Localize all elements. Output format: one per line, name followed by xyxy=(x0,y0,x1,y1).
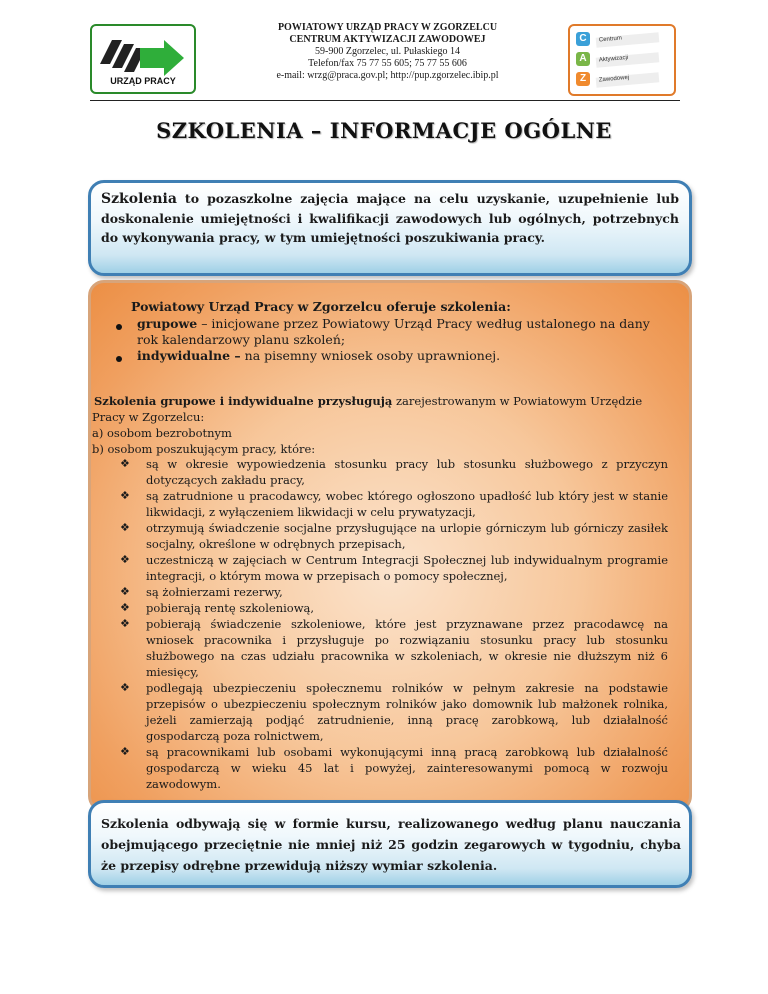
group-a: a) osobom bezrobotnym xyxy=(92,426,232,440)
eligibility-intro-cont: Pracy w Zgorzelcu: xyxy=(92,410,205,424)
header-divider xyxy=(90,100,680,101)
logo-label: URZĄD PRACY xyxy=(110,76,176,86)
caz-letter-c: C xyxy=(576,32,590,46)
offer-item-grupowe-cont: rok kalendarzowy planu szkoleń; xyxy=(137,332,346,347)
offer-heading: Powiatowy Urząd Pracy w Zgorzelcu oferuje szkolenia: xyxy=(131,299,511,314)
eligibility-item: są zatrudnione u pracodawcy, wobec którego ogłoszono upadłość lub który jest w stanie likwidacji, z wyłączeniem likwidacji w celu prywatyzacji, xyxy=(146,489,668,519)
bullet-icon xyxy=(116,324,122,330)
caz-letter-a: A xyxy=(576,52,590,66)
caz-word-centrum: Centrum xyxy=(596,32,660,47)
caz-letter-z: Z xyxy=(576,72,590,86)
eligibility-item: uczestniczą w zajęciach w Centrum Integracji Społecznej lub indywidualnym programie integracji, o którym mowa w przepisach o pomocy społecznej, xyxy=(146,553,668,583)
institution-name: POWIATOWY URZĄD PRACY W ZGORZELCU xyxy=(277,22,498,33)
caz-word-zawodowej: Zawodowej xyxy=(596,72,660,87)
diamond-bullet-icon: ❖ xyxy=(120,521,130,534)
email-web: e-mail: wrzg@praca.gov.pl; http://pup.zgorzelec.ibip.pl xyxy=(276,70,499,81)
letterhead xyxy=(90,22,680,98)
eligibility-item: otrzymują świadczenie socjalne przysługujące na urlopie górniczym lub górniczy zasiłek socjalny, określone w odrębnych przepisach, xyxy=(146,521,668,551)
course-form-box xyxy=(88,800,692,888)
center-name: CENTRUM AKTYWIZACJI ZAWODOWEJ xyxy=(289,34,486,45)
eligibility-item: pobierają rentę szkoleniową, xyxy=(146,601,315,615)
diamond-bullet-icon: ❖ xyxy=(120,745,130,758)
eligibility-item: są żołnierzami rezerwy, xyxy=(146,585,283,599)
definition-text xyxy=(101,189,679,247)
diamond-bullet-icon: ❖ xyxy=(120,553,130,566)
diamond-bullet-icon: ❖ xyxy=(120,489,130,502)
institution-info xyxy=(240,22,535,82)
definition-term: Szkolenia xyxy=(101,191,177,207)
definition-box xyxy=(88,180,692,276)
eligibility-item: są pracownikami lub osobami wykonującymi inną pracą zarobkową lub działalność gospodarczą w wieku 45 lat i powyżej, zainteresowanymi pomocą w rozwoju zawodowym. xyxy=(146,745,668,791)
page-title: SZKOLENIA – INFORMACJE OGÓLNE xyxy=(156,118,612,143)
diamond-bullet-icon: ❖ xyxy=(120,585,130,598)
offer-item-grupowe: grupowe – inicjowane przez Powiatowy Urząd Pracy według ustalonego na dany xyxy=(137,316,650,331)
group-b: b) osobom poszukującym pracy, które: xyxy=(92,442,316,456)
eligibility-item: są w okresie wypowiedzenia stosunku pracy lub stosunku służbowego z przyczyn dotyczących zakładu pracy, xyxy=(146,457,668,487)
offer-item-indywidualne: indywidualne – na pisemny wniosek osoby uprawnionej. xyxy=(137,348,501,363)
diamond-bullet-icon: ❖ xyxy=(120,601,130,614)
phone: Telefon/fax 75 77 55 605; 75 77 55 606 xyxy=(308,58,467,69)
diamond-bullet-icon: ❖ xyxy=(120,617,130,630)
urzad-pracy-logo xyxy=(90,24,196,94)
diamond-bullet-icon: ❖ xyxy=(120,457,130,470)
course-form-text: Szkolenia odbywają się w formie kursu, realizowanego według planu nauczania obejmującego przeciętnie nie mniej niż 25 godzin zegarowych w tygodniu, chyba że przepisy odrębne przewidują niższy wymiar szkolenia. xyxy=(101,816,681,873)
caz-word-aktywizacji: Aktywizacji xyxy=(596,52,660,67)
eligibility-item: podlegają ubezpieczeniu społecznemu rolników w pełnym zakresie na podstawie przepisów o ubezpieczeniu społecznym rolników jako domownik lub małżonek rolnika, jeżeli zamierzają podjąć zatrudnienie, inną pracę zarobkową, lub działalność gospodarczą poza rolnictwem, xyxy=(146,681,668,743)
caz-logo xyxy=(568,24,676,96)
diamond-bullet-icon: ❖ xyxy=(120,681,130,694)
bullet-icon xyxy=(116,356,122,362)
eligibility-intro: Szkolenia grupowe i indywidualne przysługują zarejestrowanym w Powiatowym Urzędzie xyxy=(94,394,643,408)
definition-body: to pozaszkolne zajęcia mające na celu uzyskanie, uzupełnienie lub doskonalenie umiejętności i kwalifikacji zawodowych lub ogólnych, potrzebnych do wykonywania pracy, w tym umiejętności poszukiwania pracy. xyxy=(101,191,679,245)
address: 59-900 Zgorzelec, ul. Pułaskiego 14 xyxy=(315,46,460,57)
eligibility-item: pobierają świadczenie szkoleniowe, które jest przyznawane przez pracodawcę na wniosek pracownika i przysługuje po rozwiązaniu stosunku pracy lub stosunku służbowego na czas udziału pracownika w szkoleniach, w okresie nie dłuższym niż 6 miesięcy, xyxy=(146,617,668,679)
